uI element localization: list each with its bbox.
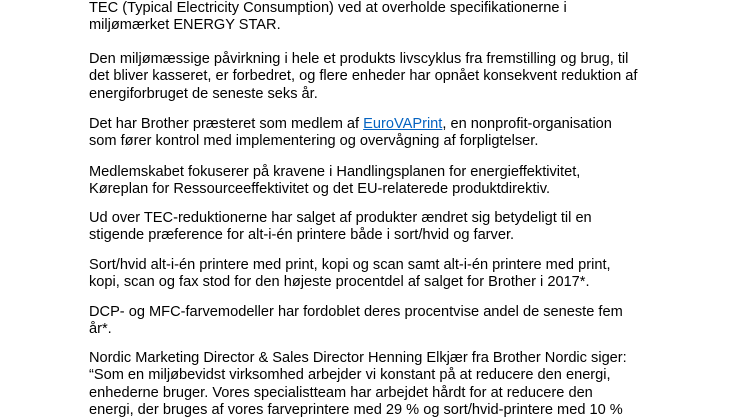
paragraph-lifecycle xyxy=(89,51,637,103)
text-line: Nordic Marketing Director & Sales Director Henning Elkjær fra Brother Nordic siger: xyxy=(89,350,627,366)
text-line: enhederne bruger. Vores specialistteam har arbejdet hårdt for at reducere den xyxy=(89,384,593,401)
text-line: miljømærket ENERGY STAR. xyxy=(89,17,281,34)
text-line: DCP- og MFC-farvemodeller har fordoblet deres procentvise andel de seneste fem xyxy=(89,304,623,320)
text-line: Køreplan for Ressourceeffektivitet og det EU-relaterede produktdirektiv. xyxy=(89,181,551,198)
text-line: som fører kontrol med implementering og overvågning af forpligtelser. xyxy=(89,133,539,150)
text-line: år*. xyxy=(89,321,112,338)
paragraph-membership xyxy=(89,164,580,199)
text-before-link: Det har Brother præsteret som medlem af xyxy=(89,116,364,132)
text-line: Ud over TEC-reduktionerne har salget af produkter ændret sig betydeligt til en xyxy=(89,210,592,226)
text-line: TEC (Typical Electricity Consumption) ved at overholde specifikationerne i xyxy=(89,0,567,16)
paragraph-sales-change xyxy=(89,210,592,245)
paragraph-quote xyxy=(89,350,627,420)
text-line: Sort/hvid alt-i-én printere med print, kopi og scan samt alt-i-én printere med print, xyxy=(89,257,611,273)
eurovaprint-link[interactable]: EuroVAPrint xyxy=(363,116,443,132)
text-line xyxy=(89,116,612,133)
text-line: energi, der bruges af vores farveprintere med 29 % og sort/hvid-printere med 10 % xyxy=(89,402,623,419)
text-line: stigende præference for alt-i-én printere både i sort/hvid og farver. xyxy=(89,227,515,244)
paragraph-energy-star xyxy=(89,0,567,35)
paragraph-bw-printers xyxy=(89,257,611,292)
text-line: Medlemskabet fokuserer på kravene i Handlingsplanen for energieffektivitet, xyxy=(89,164,581,180)
text-line: “Som en miljøbevidst virksomhed arbejder vi konstant på at reducere den energi, xyxy=(89,367,611,384)
text-line: energiforbruget de seneste seks år. xyxy=(89,85,318,102)
paragraph-eurovaprint xyxy=(89,116,612,151)
text-line: kopi, scan og fax stod for den højeste procentdel af salget for Brother i 2017*. xyxy=(89,274,590,291)
text-line: Den miljømæssige påvirkning i hele et produkts livscyklus fra fremstilling og brug, til xyxy=(89,51,629,67)
text-line: det bliver kasseret, er forbedret, og flere enheder har opnået konsekvent reduktion af xyxy=(89,68,638,85)
paragraph-color-models xyxy=(89,304,623,339)
text-after-link: , en nonprofit-organisation xyxy=(442,116,612,132)
